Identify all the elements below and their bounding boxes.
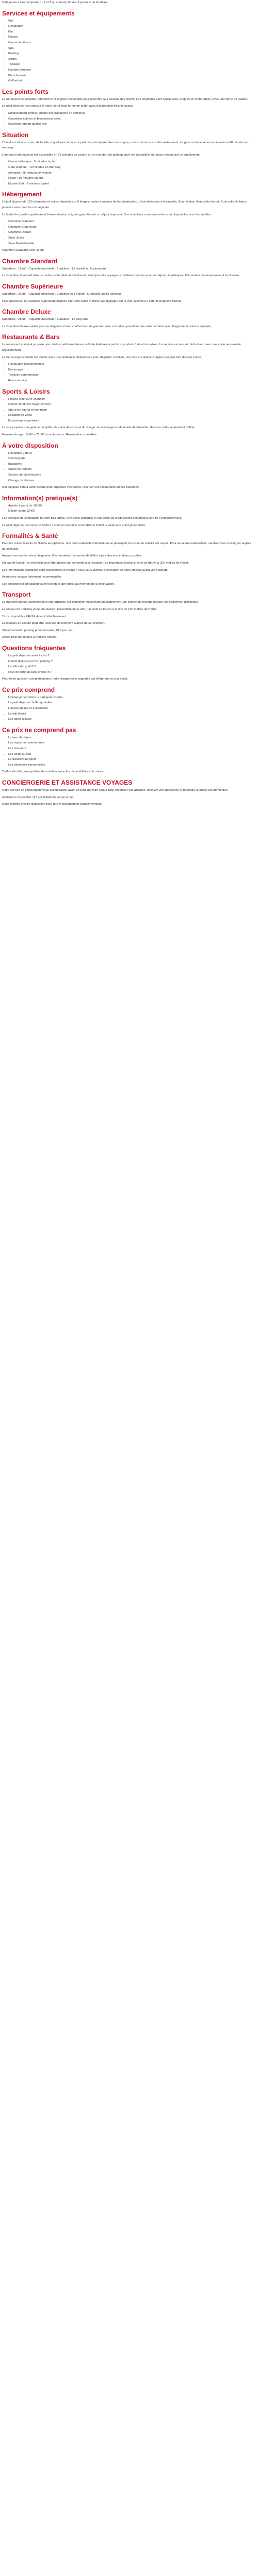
list-item: • Jardin	[8, 57, 252, 62]
list-item: • Blanchisserie	[8, 73, 252, 79]
list-item: • Change de devises	[8, 478, 252, 484]
list-item: • Le wifi illimité	[8, 711, 252, 717]
included-list	[2, 695, 252, 722]
paragraph: Pour les ressortissants de l'Union européenne, une carte nationale d'identité ou un passeport en cours de validité est requis. Pour les autres nationalités, veuillez vous renseigner auprès du consulat.	[2, 542, 251, 551]
location-list	[2, 159, 252, 187]
room-specs: Superficie : 22 m² · Capacité maximale : 2 adultes et 1 enfant · Lit double ou lits jumeaux	[2, 292, 122, 296]
list-item: • Le wifi est-il gratuit ?	[8, 664, 252, 670]
list-item: • L'accès au spa et à la piscine	[8, 706, 252, 711]
paragraph: Stationnement : parking privé sécurisé, 20 € par nuit.	[2, 629, 73, 632]
room-block	[2, 308, 252, 329]
services-title: Services et équipements	[2, 9, 75, 17]
paragraph: La literie de qualité supérieure et l'insonorisation soignée garantissent un séjour reposant. Des chambres communicantes sont disponibles pour les familles.	[2, 213, 212, 216]
faq-section	[2, 645, 252, 682]
paragraph: Les animaux de compagnie ne sont pas admis. Une pièce d'identité et une carte de crédit seront demandées lors de l'enregistrement.	[2, 517, 182, 520]
paragraph: Aucune vaccination n'est obligatoire. Il est toutefois recommandé d'être à jour des vaccinations usuelles.	[2, 554, 143, 558]
paragraph: Pour toute question complémentaire, notre équipe reste joignable par téléphone ou par email.	[2, 677, 128, 681]
list-item: • Départ avant 12h00	[8, 509, 252, 514]
room-title: Chambre Standard	[2, 257, 58, 265]
list-item: • Les boissons	[8, 746, 252, 752]
paragraph: Le petit déjeuner est servi de 6h30 à 10h30 en semaine et de 7h00 à 11h00 le week-end et les jours fériés.	[2, 523, 146, 527]
list-item: • L'hébergement dans la catégorie choisie	[8, 695, 252, 701]
room-description: La Chambre Standard offre un cadre confortable et fonctionnel, idéal pour les voyageurs d'affaires comme pour les séjours touristiques. Décoration contemporaine et lumineuse.	[2, 274, 240, 278]
transport-title: Transport	[2, 591, 31, 599]
paragraph: Les conditions d'annulation varient selon le tarif choisi au moment de la réservation.	[2, 582, 115, 586]
faq-list	[2, 653, 252, 675]
paragraph: Le transfert depuis l'aéroport peut être organisé sur demande moyennant un supplément. Un service de navette régulier est également disponible.	[2, 601, 199, 604]
list-item: • La taxe de séjour	[8, 735, 252, 741]
list-item: • Piscine	[8, 35, 252, 40]
paragraph: Les informations sanitaires sont susceptibles d'évoluer ; nous vous invitons à consulter les sites officiels avant votre départ.	[2, 568, 168, 572]
list-item: • Réception 24h/24	[8, 451, 252, 456]
paragraph: Assistance disponible 7j/7 par téléphone et par email.	[2, 795, 74, 799]
paragraph: En cas de besoin, un médecin peut être appelé sur demande à la réception. La pharmacie la plus proche se trouve à 200 mètres de l'hôtel.	[2, 561, 189, 565]
list-item: • Emplacement central, proche des transports en commun	[8, 111, 252, 116]
location-title: Situation	[2, 131, 29, 139]
room-title: Chambre Supérieure	[2, 282, 63, 290]
list-item: • Centre de fitness ouvert 24h/24	[8, 402, 252, 408]
list-item: • Bar	[8, 29, 252, 35]
paragraph: Le personnel est aimable, attentionné et toujours disponible pour répondre aux besoins des clients. Les chambres sont spacieuses, propres et confortables, avec une literie de qualité.	[2, 97, 248, 101]
list-item: • Terrasse	[8, 62, 252, 67]
transport-section	[2, 591, 252, 640]
list-item: • Bar lounge	[8, 367, 252, 373]
list-item: • Centre historique : 5 minutes à pied	[8, 159, 252, 165]
list-item: • Wifi	[8, 19, 252, 24]
sports-title: Sports & Loisirs	[2, 387, 50, 395]
paragraph: Le restaurant principal propose une cuisine méditerranéenne raffinée élaborée à partir de produits frais et de saison. Le service est assuré midi et soir, avec une carte renouvelée régulièrement.	[2, 343, 241, 352]
list-item: • Musée d'art : 8 minutes à pied	[8, 181, 252, 187]
accommodation-title: Hébergement	[2, 191, 42, 198]
list-item: • Bagagerie	[8, 462, 252, 467]
list-item: • Gare centrale : 10 minutes en tramway	[8, 165, 252, 171]
list-item: • Excursions organisées	[8, 418, 252, 424]
list-item: • Chambre Deluxe	[8, 230, 252, 235]
list-item: • Le transfert aéroport	[8, 757, 252, 762]
room-types-list	[2, 219, 252, 246]
paragraph: Le petit déjeuner est copieux et varié, servi sous forme de buffet avec des produits frais et locaux.	[2, 105, 134, 108]
extras-list	[2, 451, 252, 484]
not-included-section	[2, 726, 252, 775]
list-item: • Plage : 15 minutes en bus	[8, 176, 252, 181]
paragraph: L'aéroport international est accessible en 25 minutes en voiture ou en navette. Un parking privé est disponible sur place moyennant un supplément.	[2, 153, 201, 157]
list-item: • Spa	[8, 46, 252, 52]
list-item: • Conciergerie	[8, 456, 252, 462]
restaurants-list	[2, 362, 252, 383]
page	[0, 0, 254, 807]
list-item: • L'hôtel dispose-t-il d'un parking ?	[8, 659, 252, 665]
strengths-section	[2, 88, 252, 127]
not-included-title: Ce prix ne comprend pas	[2, 726, 76, 734]
paragraph: Taxis disponibles 24h/24 devant l'établissement.	[2, 615, 67, 618]
list-item: • Suite Junior	[8, 235, 252, 241]
paragraph: Tarifs indicatifs, susceptibles de variation selon les disponibilités et la saison.	[2, 770, 105, 774]
list-item: • Restaurant gastronomique	[8, 362, 252, 367]
strengths-title: Les points forts	[2, 88, 49, 95]
list-item: • Restaurant	[8, 24, 252, 29]
info-section	[2, 495, 252, 528]
list-item: • Le petit déjeuner buffet quotidien	[8, 700, 252, 706]
room-block	[2, 283, 252, 304]
room-description: La Chambre Deluxe séduit par son élégance et son confort haut de gamme, avec un balcon privatif et une salle de bains avec baignoire et douche séparée.	[2, 325, 212, 328]
list-item: • Suite Présidentielle	[8, 241, 252, 247]
formalities-title: Formalités & Santé	[2, 532, 58, 540]
paragraph: L'hôtel est situé au cœur de la ville, à quelques minutes à pied des principaux sites touristiques, des commerces et des restaurants. La gare centrale se trouve à environ 10 minutes en tramway.	[2, 141, 249, 150]
list-item: • Salles de réunion	[8, 467, 252, 472]
sports-list	[2, 397, 252, 424]
list-item: • Les taxes locales	[8, 717, 252, 722]
list-item: • Terrasse panoramique	[8, 372, 252, 378]
list-item: • Piscine extérieure chauffée	[8, 397, 252, 402]
list-item: • Le petit déjeuner est-il inclus ?	[8, 653, 252, 659]
paragraph: Assurance voyage fortement recommandée.	[2, 575, 62, 579]
paragraph: Le bar lounge accueille les clients dans une ambiance chaleureuse pour déguster cocktails, vins fins et collations légères jusqu'à tard dans la soirée.	[2, 355, 202, 359]
list-item: • Room service	[8, 378, 252, 384]
restaurants-section	[2, 333, 252, 383]
accommodation-section	[2, 191, 252, 253]
list-item: • Arrivée à partir de 15h00	[8, 503, 252, 509]
list-item: • Les dépenses personnelles	[8, 762, 252, 768]
concierge-section	[2, 779, 252, 807]
list-item: • Parking	[8, 51, 252, 57]
list-item: • Coffre-fort	[8, 78, 252, 84]
paragraph: Le spa propose une gamme complète de soins du corps et du visage, de massages et de rituels de bien-être, dans un cadre apaisant et raffiné.	[2, 426, 196, 430]
included-title: Ce prix comprend	[2, 686, 55, 693]
list-item: • Aéroport : 25 minutes en voiture	[8, 171, 252, 176]
paragraph: La location de voiture peut être réservée directement auprès de la réception.	[2, 622, 105, 625]
list-item: • Peut-on faire un early check-in ?	[8, 670, 252, 675]
list-item: • Centre de fitness	[8, 40, 252, 46]
list-item: • Navette aéroport	[8, 67, 252, 73]
concierge-title: CONCIERGERIE ET ASSISTANCE VOYAGES	[2, 779, 133, 786]
room-description: Plus spacieuse, la Chambre Supérieure dispose d'un coin salon et d'une vue dégagée sur la ville. Machine à café et peignoirs fournis.	[2, 299, 182, 303]
list-item: • Spa avec sauna et hammam	[8, 408, 252, 413]
list-item: • Les repas non mentionnés	[8, 740, 252, 746]
room-specs: Superficie : 18 m² · Capacité maximale : 2 adultes · Lit double ou lits jumeaux	[2, 267, 107, 270]
strengths-list	[2, 111, 252, 127]
info-title: Information(s) pratique(s)	[2, 494, 77, 502]
sports-section	[2, 388, 252, 438]
intro-text: Catégories d'e2e comprend 1, 2 et 3 ou comprend pour 3 produits de boutique.	[2, 1, 109, 4]
list-item: • Excellent rapport qualité-prix	[8, 122, 252, 127]
extras-section	[2, 442, 252, 490]
faq-title: Questions fréquentes	[2, 644, 66, 652]
included-section	[2, 686, 252, 722]
list-item: • Les soins au spa	[8, 752, 252, 757]
room-highlight: Chambre Standard Twin Room	[2, 249, 44, 252]
paragraph: Le réseau de tramway et de bus dessert l'ensemble de la ville ; un arrêt se trouve à moins de 100 mètres de l'hôtel.	[2, 607, 157, 611]
paragraph: Accès pour personnes à mobilité réduite.	[2, 636, 57, 639]
paragraph: Horaires du spa : 9h00 – 21h00, tous les jours. Réservation conseillée.	[2, 433, 98, 437]
list-item: • Chambre Standard	[8, 219, 252, 225]
paragraph: L'hôtel dispose de 120 chambres et suites réparties sur 6 étages, toutes équipées de la climatisation, d'une télévision à écran plat, d'un minibar, d'un coffre-fort et d'une salle de bains privative avec douche ou baignoire.	[2, 200, 247, 210]
paragraph: Nos équipes sont à votre écoute pour organiser vos visites, réserver vos restaurants ou vos transferts.	[2, 486, 140, 489]
room-block	[2, 258, 252, 279]
not-included-list	[2, 735, 252, 768]
list-item: • Chambres calmes et bien insonorisées	[8, 116, 252, 122]
room-title: Chambre Deluxe	[2, 308, 51, 316]
services-list	[2, 19, 252, 84]
location-section	[2, 131, 252, 187]
list-item: • Service de blanchisserie	[8, 472, 252, 478]
list-item: • Location de vélos	[8, 413, 252, 418]
restaurants-title: Restaurants & Bars	[2, 333, 60, 341]
paragraph: Nous restons à votre disposition pour tout renseignement complémentaire.	[2, 803, 103, 806]
room-specs: Superficie : 28 m² · Capacité maximale : 3 adultes · Lit king size	[2, 318, 88, 321]
list-item: • Chambre Supérieure	[8, 225, 252, 230]
paragraph: Notre service de conciergerie vous accompagne avant et pendant votre séjour pour organiser vos activités, réserver vos spectacles et répondre à toutes vos demandes.	[2, 789, 229, 792]
extras-title: À votre disposition	[2, 442, 58, 449]
formalities-section	[2, 532, 252, 587]
info-list	[2, 503, 252, 514]
services-section	[2, 10, 252, 84]
